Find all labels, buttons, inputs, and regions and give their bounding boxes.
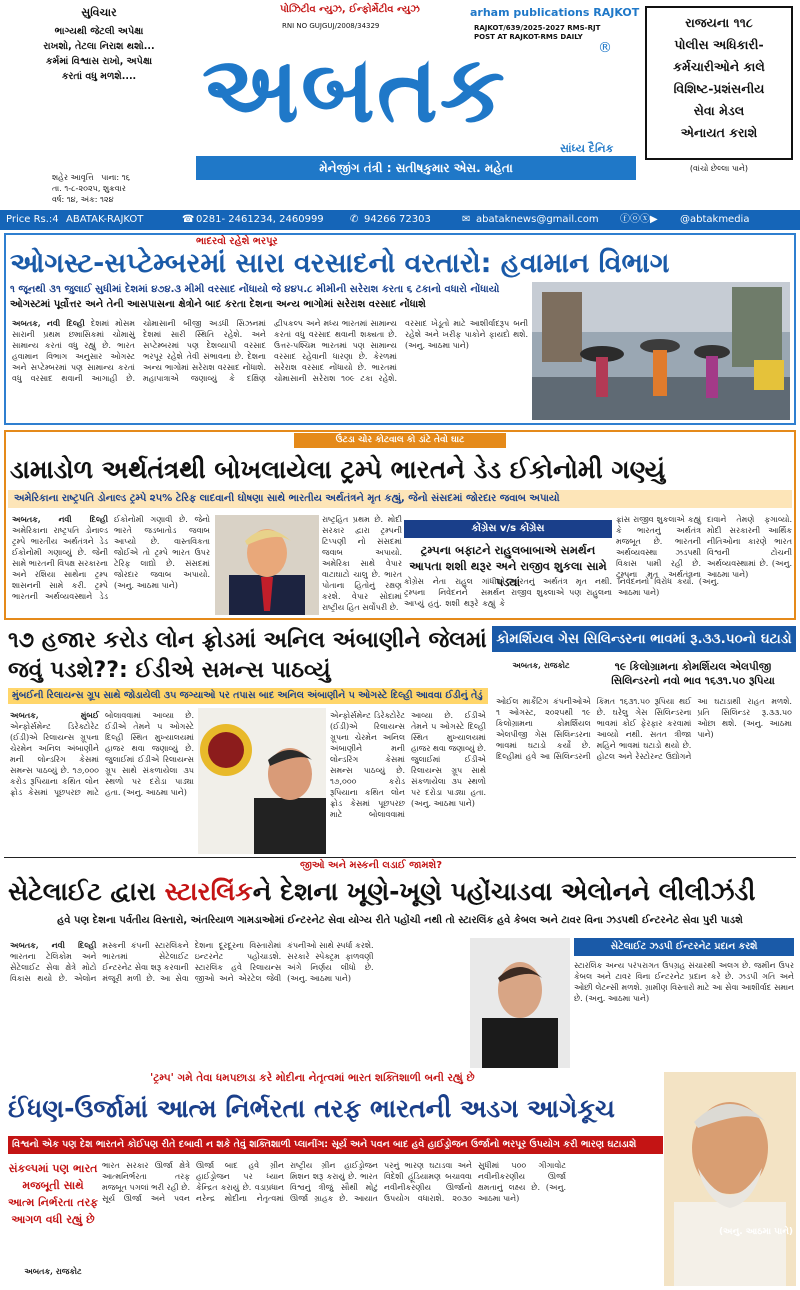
story4-subhead: ૧૯ કિલોગ્રામના કોમર્શિયલ એલપીજી સિલિન્ડરનો નવો ભાવ ૧૬૩૧.૫૦ રૂપિયા	[611, 661, 775, 687]
postal-registration: RAJKOT/639/2025-2027 RMS-RJT POST AT RAJKOT-RMS DAILY	[474, 24, 601, 41]
newspaper-logo: અબતક	[202, 35, 507, 143]
modi-photo	[664, 1072, 796, 1286]
story1-headline[interactable]: ઓગસ્ટ-સપ્ટેમ્બરમાં સારા વરસાદનો વરતારો: હવામાન વિભાગ	[10, 248, 670, 279]
quote-text: ભાગ્યથી જેટલી અપેક્ષા રાખશો, તેટલા નિરાશ થશો... કર્મમાં વિશ્વાસ રાખો, અપેક્ષા કરતાં વધુ મળશે....	[43, 26, 155, 82]
starlink-info-body: સ્ટારલિંક અન્ય પરંપરાગત ઉપગ્રહ સંચારથી અલગ છે. જમીન ઉપર કેબલ અને ટાવર વિના ઈન્ટરનેટ પ્રદાન કરે છે. ઝડપી ગતિ અને ઓછી લેટન્સી મળશે. ગ્રામીણ વિસ્તારો માટે આ સેવા આશીર્વાદ સમાન છે. (અનુ. આઠમા પાને)	[574, 961, 794, 1003]
story3-subhead: મુંબઈની રિલાયન્સ ગ્રૂપ સાથે જોડાયેલી ૩૫ જગ્યાઓ પર તપાસ બાદ અનિલ અંબાણીને ૫ ઓગસ્ટે દિલ્હી આવવા ઈડીનું તેડું	[8, 688, 488, 704]
story1-subhead-2: ઓગસ્ટમાં પૂર્વોત્તર અને તેની આસપાસના ક્ષેત્રોને બાદ કરતા દેશના અન્ય ભાગોમાં સરેરાશ વરસાદ નોંધાશે	[10, 299, 426, 310]
promo-note: (વાંચો છેલ્લા પાને)	[689, 164, 749, 173]
story2-body-mid: રાષ્ટ્રહિત પ્રથમ છે. મોદી સરકાર દ્વારા ટ્રમ્પની ટિપ્પણી નો સંસદમાં જવાબ અપાયો. અમેરિકા સાથે વેપાર વાટાઘાટો ચાલુ છે. ભારત પોતાના હિતોનું રક્ષણ કરશે. વેપાર સોદામાં રાષ્ટ્રીય હિત સર્વોપરી છે.	[322, 515, 402, 612]
story6-subhead: વિશ્વનો એક પણ દેશ ભારતને કોઈપણ રીતે દબાવી ન શકે તેવું શક્તિશાળી પ્લાનીંગ: સૂર્ય અને પવન બાદ હવે હાઈડ્રોજન ઉર્જાનો ભરપૂર ઉપયોગ કરી ભારણ ઘટાડાશે	[8, 1136, 663, 1154]
issue-volume: વર્ષ: ૧૪, અંક: ૧૨૪	[52, 195, 114, 204]
phone-number[interactable]: 0281- 2461234, 2460999	[196, 214, 324, 225]
story6-dateline: અબતક, રાજકોટ	[24, 1266, 82, 1276]
story1-kicker: ભાદરવો રહેશે ભરપૂર	[196, 236, 278, 247]
story4-body: ઓઈલ માર્કેટિંગ કંપનીઓએ ૧ ઓગસ્ટ, ૨૦૨૫થી ૧૯ કિલોગ્રામના કોમર્શિયલ એલપીજી ગેસ સિલિન્ડરના ભાવમાં ઘટાડો કર્યો છે. દિલ્હીમાં હવે આ સિલિન્ડરની કિંમત ૧૬૩૧.૫૦ રૂપિયા થઈ છે. ઘરેલુ ગેસ સિલિન્ડરના ભાવમાં કોઈ ફેરફાર કરવામાં આવ્યો નથી. સતત ત્રીજા મહિને ભાવમાં ઘટાડો થયો છે. હોટલ અને રેસ્ટોરન્ટ ઉદ્યોગને આ ઘટાડાથી રાહત મળશે. પ્રતિ સિલિન્ડર રૂ.૩૩.૫૦ ઓછા થશે. (અનુ. આઠમા પાને)	[496, 697, 792, 761]
congress-body: કોંગ્રેસ નેતા રાહુલ ગાંધીએ ટ્રમ્પના નિવેદનને સમર્થન આપ્યું હતું. શશી થરૂરે કહ્યું કે ભારતનું અર્થતંત્ર મૃત નથી. રાજીવ શુક્લાએ પણ રાહુલના નિવેદનનો વિરોધ કર્યો. (અનુ. આઠમા પાને)	[404, 577, 719, 608]
congress-label: કોંગ્રેસ v/s કોંગ્રેસ	[404, 520, 612, 538]
email-address[interactable]: abataknews@gmail.com	[476, 214, 599, 225]
phone-icon: ☎	[182, 214, 195, 225]
editor-bar: મેનેજીંગ તંત્રી : સતીષકુમાર એસ. મહેતા	[196, 156, 636, 180]
quote-title: સુવિચાર	[81, 6, 117, 19]
issue-date: તા. ૧-૮-૨૦૨૫, શુક્રવાર	[52, 184, 126, 193]
story3-body: અબતક, મુંબઈ એન્ફોર્સમેન્ટ ડિરેક્ટોરેટ (ઈડી)એ રિલાયન્સ ગ્રૂપના ચેરમેન અનિલ અંબાણીને મની લોન્ડરિંગ કેસમાં સમન્સ પાઠવ્યું છે. ૧૭,૦૦૦ કરોડ રૂપિયાના કથિત લોન ફ્રોડ કેસમાં પૂછપરછ માટે બોલાવવામાં આવ્યા છે. ઈડીએ તેમને ૫ ઓગસ્ટે દિલ્હી સ્થિત મુખ્યાલયમાં હાજર થવા જણાવ્યું છે. જુલાઈમાં ઈડીએ રિલાયન્સ ગ્રૂપ સાથે સંકળાયેલા ૩૫ સ્થળો પર દરોડા પાડ્યા હતા. (અનુ. આઠમા પાને)	[10, 710, 194, 797]
elon-musk-photo	[470, 938, 570, 1068]
starlink-info-label: સેટેલાઈટ ઝડપી ઈન્ટરનેટ પ્રદાન કરશે	[574, 938, 794, 956]
promo-box[interactable]: રાજયના ૧૧૮ પોલીસ અધિકારી- કર્મચારીઓને કાલે વિશિષ્ટ-પ્રશંસનીય સેવા મેડલ એનાયત કરાશે	[645, 6, 793, 160]
story2-body-right: ફ્રાંસ રાજીવ શુકલાએ કહ્યું કે ભારતનું અર્થતંત્ર મજબૂત છે. ભારતની અર્થવ્યવસ્થા ઝડપથી વિકાસ પામી રહી છે. ટ્રમ્પના મૃત અર્થતંત્રના દાવાને તેમણે ફગાવ્યો. મોદી સરકારની આર્થિક નીતિઓના કારણે ભારત વિશ્વની ટોચની અર્થવ્યવસ્થામાં છે. (અનુ. આઠમા પાને)	[616, 515, 792, 579]
issue-info	[52, 172, 192, 205]
story4-headline[interactable]: કોમર્શિયલ ગેસ સિલિન્ડરના ભાવમાં રૂ.૩૩.૫૦નો ઘટાડો	[492, 626, 796, 652]
congress-headline[interactable]: ટ્રમ્પના બફાટને રાહુલબાબાએ સમર્થન આપતા શશી થરૂર અને રાજીવ શુકલા સામે પડ્યાં	[409, 543, 607, 589]
rain-street-photo	[532, 282, 790, 420]
story6-photo-caption: (અનુ. આઠમા પાને)	[718, 1227, 794, 1237]
story2-body-left: અબતક, નવી દિલ્હી અમેરિકાના રાષ્ટ્રપતિ ડોનાલ્ડ ટ્રમ્પે ભારતીય અર્થતંત્રને ડેડ ઈકોનોમી ગણાવ્યું છે. જેની સામે ભારતની વિપક્ષ સરકારના અને રશિયા સાથેના ટ્રમ્પ શાસનની સામે કરી. ટ્રમ્પે ભારતની અર્થવ્યવસ્થાને ડેડ ઈકોનોમી ગણાવી છે. જેનો ભારતે જડબાતોડ જવાબ આપ્યો છે. વાસ્તવિકતા જોઈએ તો ટ્રમ્પે ભારત ઉપર ટેરિફ લાદ્યો છે. સંસદમાં જોરદાર જવાબ અપાયો. (અનુ. આઠમા પાને)	[12, 514, 210, 601]
story6-headline[interactable]: ઈંધણ-ઉર્જામાં આત્મ નિર્ભરતા તરફ ભારતની અડગ આગેકૂચ	[8, 1094, 615, 1123]
tagline: પોઝિટીવ ન્યુઝ, ઈન્ફોર્મેટીવ ન્યુઝ	[280, 4, 420, 15]
page-count: પાના: ૧૬	[101, 173, 130, 182]
mobile-number[interactable]: 94266 72303	[364, 214, 431, 225]
price: Price Rs.:4	[6, 214, 59, 225]
story2-kicker: ઉંટડા ચોર કોટવાલ કો ડાંટે તેવો ઘાટ	[294, 433, 506, 448]
story3-headline[interactable]: ૧૭ હજાર કરોડ લોન ફ્રોડમાં અનિલ અંબાણીને જેલમાં જવું પડશે??: ઈડીએ સમન્સ પાઠવ્યું	[8, 628, 487, 683]
city-label: ABATAK-RAJKOT	[66, 214, 144, 225]
section-divider	[4, 857, 796, 858]
trump-photo	[215, 515, 319, 615]
registered-mark: ®	[598, 40, 612, 56]
rni-number: RNI NO GUJGUJ/2008/34329	[282, 22, 380, 30]
social-handle[interactable]: @abtakmedia	[680, 214, 750, 225]
mail-icon: ✉	[462, 214, 471, 225]
story2-headline[interactable]: ડામાડોળ અર્થતંત્રથી બોખલાયેલા ટ્રમ્પે ભારતને ડેડ ઈકોનોમી ગણ્યું	[10, 455, 666, 484]
story2-subhead: અમેરિકાના રાષ્ટ્રપતિ ડોનાલ્ડ ટ્રમ્પે ૨૫% ટેરિફ લાદવાની ઘોષણા સાથે ભારતીય અર્થતંત્રને મૃત કહ્યું, જેનો સંસદમાં જોરદાર જવાબ અપાયો	[8, 490, 792, 508]
publisher-logo: arham publications RAJKOT	[470, 6, 640, 19]
contact-bar	[0, 210, 800, 230]
story1-body: અબતક, નવી દિલ્હી દેશમાં મોસમ સારાની પ્રથમ છમાસિકમાં ચોમાસું સામાન્ય કરતાં વધુ રહ્યું છે. ભારત હવામાન વિભાગ અનુસાર ઓગસ્ટ અને સપ્ટેમ્બરમાં પણ સામાન્ય કરતાં વધુ વરસાદ થવાની આગાહી છે. ચોમાસાની બીજી અડધી સિઝનમાં દેશમાં સારી સ્થિતિ રહેશે. અને સપ્ટેમ્બરમાં પણ દેશવ્યાપી વરસાદ ભરપૂર રહેશે તેવી સંભાવના છે. દેશના અન્ય ભાગોમાં સરેરાશ વરસાદ નોંધાશે. મહાપાત્રાએ જણાવ્યું કે દક્ષિણ દ્વીપકલ્પ અને મધ્ય ભારતમાં સામાન્ય કરતાં વધુ વરસાદ થવાની શક્યતા છે. ઉત્તર-પશ્ચિમ ભારતમાં પણ સામાન્ય વરસાદ રહેવાની ધારણા છે. કેરળમાં સરેરાશ વરસાદ નોંધાયો છે. ભારતમાં ચોમાસાની સરેરાશ ૧૦૯ ટકા રહેશે. વરસાદ ખેડૂતો માટે આશીર્વાદરૂપ બની રહેશે અને ખરીફ પાકોને ફાયદો થશે. (અનુ. આઠમા પાને)	[12, 318, 528, 383]
anil-ambani-ed-photo	[198, 708, 326, 854]
story1-subhead: ૧ જૂનથી ૩૧ જુલાઈ સુધીમાં દેશમાં ૪૭૪.૩ મીમી વરસાદ નોંધાયો જે ૪૪૫.૮ મીમીની સરેરાશ કરતા ૬ ટકાનો વધારો નોંધાયો	[10, 284, 500, 295]
edition: શહેર આવૃત્તિ	[52, 173, 94, 182]
evening-daily-label: સાંધ્ય દૈનિક	[560, 142, 614, 155]
story6-pull-quote: સંકલ્પમાં પણ ભારત મજબૂતી સાથે આત્મ નિર્ભરતા તરફ આગળ વધી રહ્યું છે	[8, 1162, 99, 1226]
masthead-quote-box	[6, 6, 192, 164]
story5-kicker: જીઓ અને મસ્કની લડાઈ જામશે?	[300, 860, 443, 871]
story6-kicker: 'ટ્રમ્પ' ગમે તેવા ધમપછાડા કરે મોદીના નેતૃત્વમાં ભારત શક્તિશાળી બની રહ્યું છે	[150, 1072, 475, 1084]
whatsapp-icon: ✆	[350, 214, 359, 225]
social-icons: ⓕⓞⓧ▶	[620, 214, 658, 225]
story5-body: અબતક, નવી દિલ્હી ભારતના ટેલિકોમ અને સેટેલાઈટ સેવા ક્ષેત્રે મોટો વિકાસ થયો છે. એલોન મસ્કની કંપની સ્ટારલિંકને ભારતમાં સેટેલાઈટ ઈન્ટરનેટ સેવા શરૂ કરવાની મંજૂરી મળી છે. આ સેવા દેશના દૂરદૂરના વિસ્તારોમાં ઇન્ટરનેટ પહોંચાડશે. સ્ટારલિંક હવે રિલાયન્સ જીઓ અને એરટેલ જેવી કંપનીઓ સાથે સ્પર્ધા કરશે. સરકારે સ્પેક્ટ્રમ ફાળવણી અંગે નિર્ણય લીધો છે. (અનુ. આઠમા પાને)	[10, 940, 374, 983]
story3-body-2: એન્ફોર્સમેન્ટ ડિરેક્ટોરેટ (ઈડી)એ રિલાયન્સ ગ્રૂપના ચેરમેન અનિલ અંબાણીને મની લોન્ડરિંગ કેસમાં સમન્સ પાઠવ્યું છે. ૧૭,૦૦૦ કરોડ રૂપિયાના કથિત લોન ફ્રોડ કેસમાં પૂછપરછ માટે બોલાવવામાં આવ્યા છે. ઈડીએ તેમને ૫ ઓગસ્ટે દિલ્હી સ્થિત મુખ્યાલયમાં હાજર થવા જણાવ્યું છે. જુલાઈમાં ઈડીએ રિલાયન્સ ગ્રૂપ સાથે સંકળાયેલા ૩૫ સ્થળો પર દરોડા પાડ્યા હતા. (અનુ. આઠમા પાને)	[330, 711, 486, 819]
story6-body: ભારત સરકાર ઊર્જા ક્ષેત્રે આત્મનિર્ભરતા તરફ મજબૂત પગલાં ભરી રહી છે. સૂર્ય ઊર્જા અને પવન ઊર્જા બાદ હવે ગ્રીન હાઈડ્રોજન પર ધ્યાન કેન્દ્રિત કરાયું છે. વડાપ્રધાન નરેન્દ્ર મોદીના નેતૃત્વમાં રાષ્ટ્રીય ગ્રીન હાઈડ્રોજન મિશન શરૂ કરાયું છે. ભારત વિશ્વનું ત્રીજું સૌથી મોટું ઊર્જા ગ્રાહક છે. આયાત પરનું ભારણ ઘટાડવા અને વિદેશી હૂંડિયામણ બચાવવા નવીનીકરણીય ઊર્જાનો ઉપયોગ વધારાશે. ૨૦૩૦ સુધીમાં ૫૦૦ ગીગાવોટ નવીનીકરણીય ઊર્જા ક્ષમતાનું લક્ષ્ય છે. (અનુ. આઠમા પાને)	[102, 1161, 566, 1203]
story5-headline[interactable]: સેટેલાઈટ દ્વારા સ્ટારલિંકને દેશના ખૂણે-ખૂણે પહોંચાડવા એલોનને લીલીઝંડી	[8, 877, 756, 906]
story4-dateline: અબતક, રાજકોટ	[512, 660, 570, 670]
story5-subhead: હવે પણ દેશના પર્વતીય વિસ્તારો, અંતરિયાળ ગામડાઓમાં ઈન્ટરનેટ સેવા યોગ્ય રીતે પહોંચી નથી તો સ્ટારલિંક હવે કેબલ અને ટાવર વિના ઝડપથી ઈન્ટરનેટ સેવા પુરી પાડશે	[57, 915, 743, 926]
